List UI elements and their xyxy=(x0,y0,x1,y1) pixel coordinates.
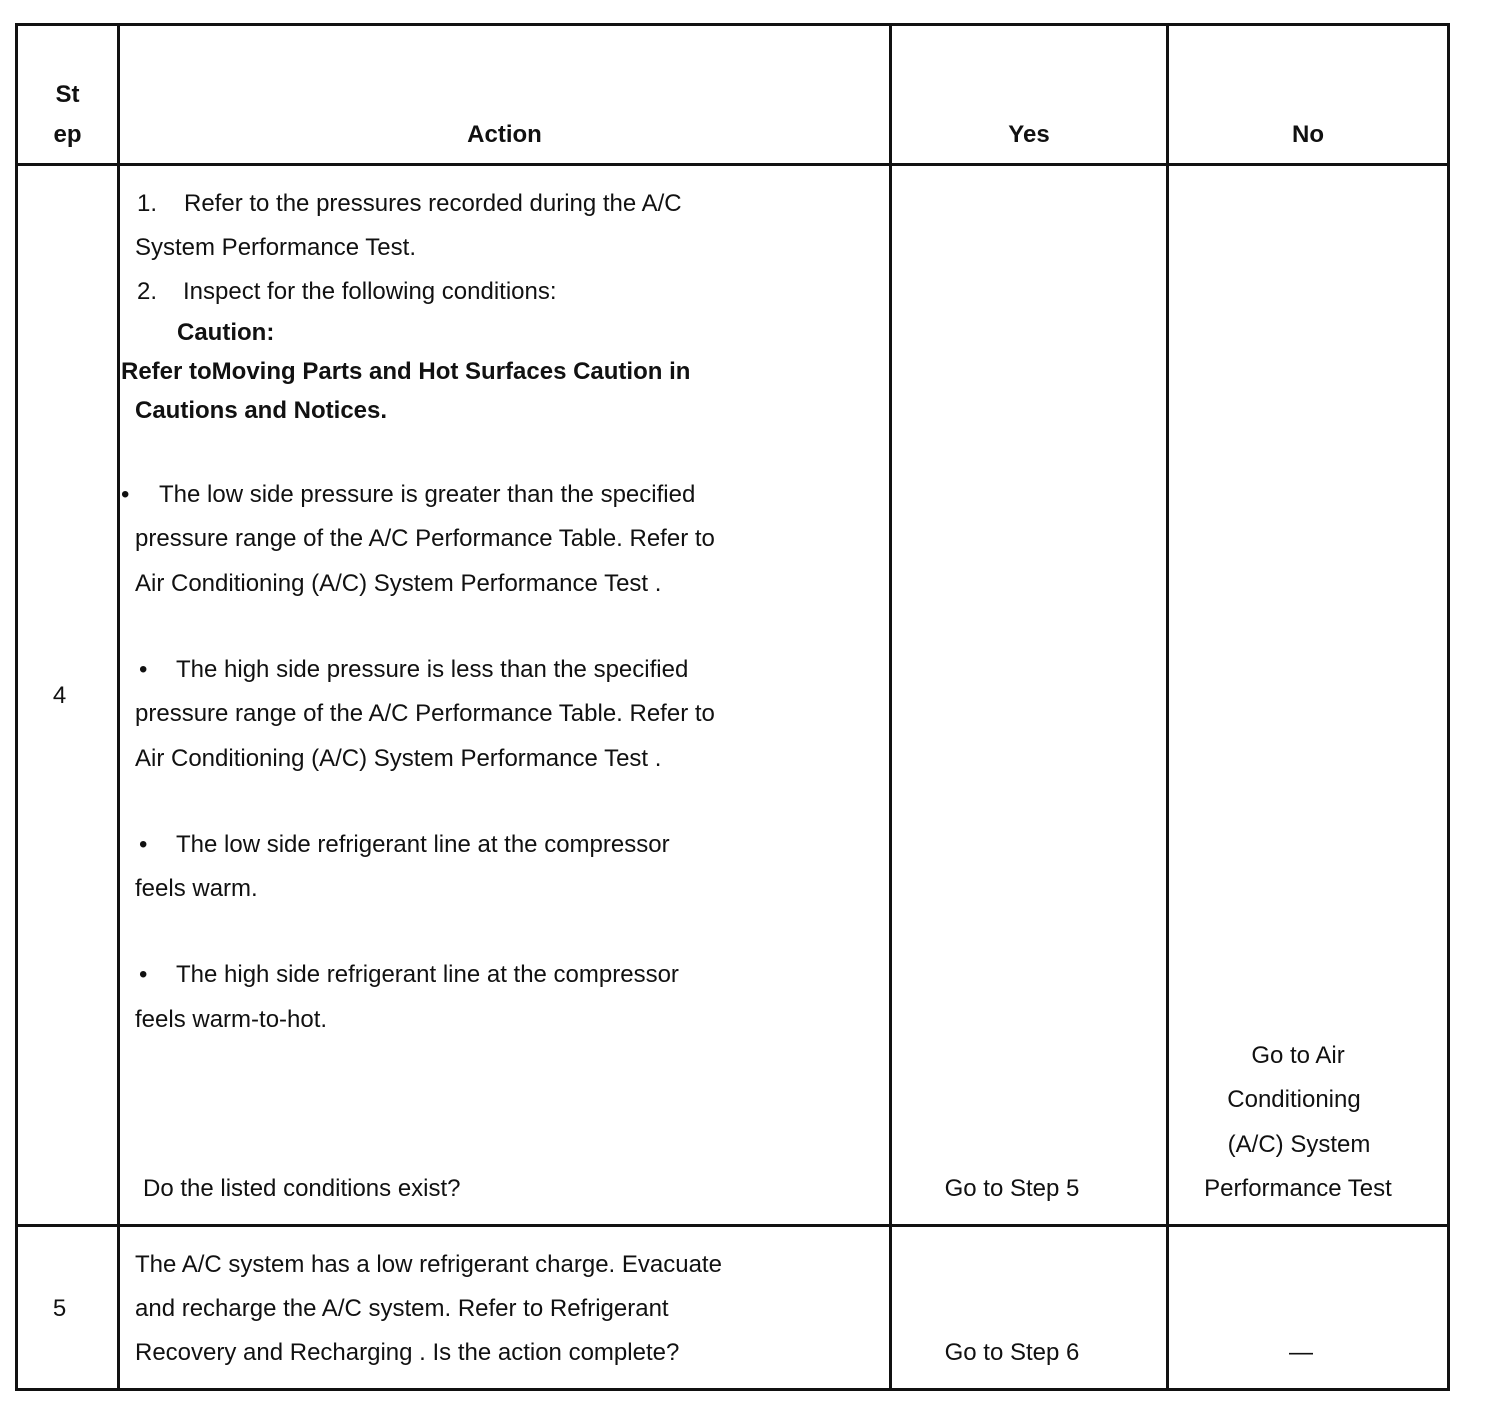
row-5-action-line-2: and recharge the A/C system. Refer to Refrigerant xyxy=(135,1295,669,1322)
bullet-2-line-2: pressure range of the A/C Performance Table. Refer to xyxy=(135,700,715,727)
bullet-3-glyph: • xyxy=(139,831,148,858)
row-4-no-line-3: (A/C) System xyxy=(1227,1131,1371,1158)
row-4-no-line-2: Conditioning xyxy=(1227,1086,1361,1113)
column-divider-step xyxy=(117,23,120,1391)
header-divider xyxy=(15,163,1450,166)
table-border-bottom xyxy=(15,1388,1450,1391)
row-5-action-line-1: The A/C system has a low refrigerant charge. Evacuate xyxy=(135,1251,722,1278)
row-4-no-line-4: Performance Test xyxy=(1204,1175,1392,1202)
bullet-4-line-1: The high side refrigerant line at the compressor xyxy=(176,961,679,988)
item-1-line-1: Refer to the pressures recorded during the A/C xyxy=(184,190,682,217)
bullet-2-line-3: Air Conditioning (A/C) System Performance Test . xyxy=(135,745,662,772)
bullet-3-line-1: The low side refrigerant line at the compressor xyxy=(176,831,670,858)
caution-line-2: Cautions and Notices. xyxy=(135,397,388,424)
row-4-question: Do the listed conditions exist? xyxy=(143,1175,461,1202)
row-5-action-line-3: Recovery and Recharging . Is the action complete? xyxy=(135,1339,680,1366)
header-step xyxy=(18,75,117,155)
header-no: No xyxy=(1292,121,1324,148)
header-action: Action xyxy=(467,121,542,148)
bullet-1-line-2: pressure range of the A/C Performance Table. Refer to xyxy=(135,525,715,552)
row-5-step: 5 xyxy=(52,1295,67,1322)
header-step-line2: ep xyxy=(53,121,82,148)
row-5-no: — xyxy=(1289,1339,1313,1366)
item-1-line-2: System Performance Test. xyxy=(135,234,416,261)
table-border-right xyxy=(1447,23,1450,1391)
item-2-number: 2. xyxy=(137,278,158,305)
row-divider xyxy=(15,1224,1450,1227)
bullet-1-line-1: The low side pressure is greater than the specified xyxy=(159,481,696,508)
header-yes: Yes xyxy=(1008,121,1050,148)
caution-line-1: Refer toMoving Parts and Hot Surfaces Caution in xyxy=(121,358,691,385)
row-5-yes: Go to Step 6 xyxy=(944,1339,1080,1366)
table-border-top xyxy=(15,23,1450,26)
caution-title: Caution: xyxy=(177,319,275,346)
row-4-no-line-1: Go to Air xyxy=(1251,1042,1345,1069)
bullet-4-glyph: • xyxy=(139,961,148,988)
bullet-1-line-3: Air Conditioning (A/C) System Performance Test . xyxy=(135,570,662,597)
diagnostic-table xyxy=(15,23,1450,1391)
row-4-step: 4 xyxy=(52,682,67,709)
bullet-1-glyph: • xyxy=(121,481,130,508)
bullet-2-line-1: The high side pressure is less than the specified xyxy=(176,656,689,683)
bullet-4-line-2: feels warm-to-hot. xyxy=(135,1006,328,1033)
item-2-line-1: Inspect for the following conditions: xyxy=(183,278,557,305)
row-4-yes: Go to Step 5 xyxy=(944,1175,1080,1202)
item-1-number: 1. xyxy=(137,190,158,217)
bullet-2-glyph: • xyxy=(139,656,148,683)
bullet-3-line-2: feels warm. xyxy=(135,875,258,902)
header-step-line1: St xyxy=(55,81,80,108)
